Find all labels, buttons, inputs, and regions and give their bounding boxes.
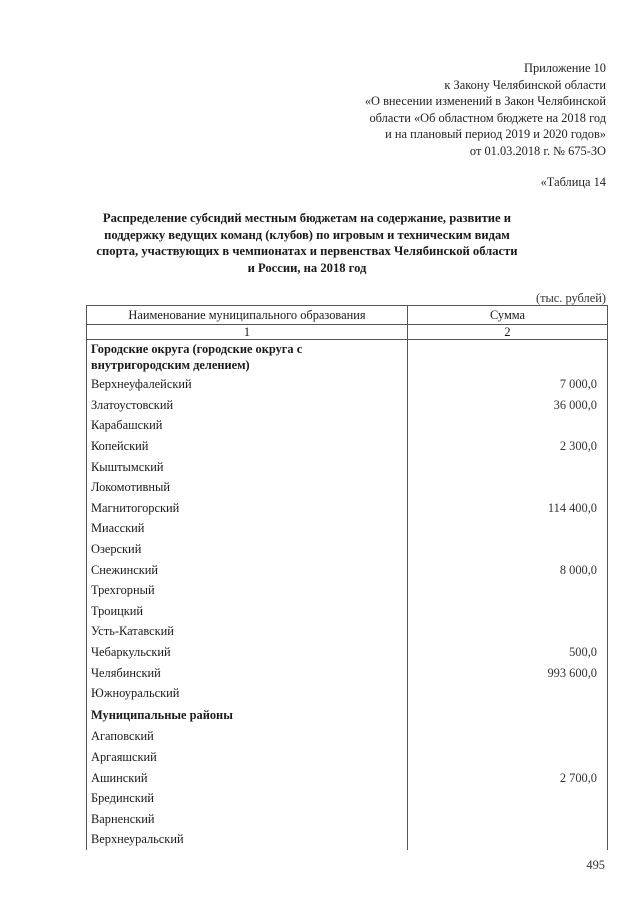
subsidy-amount: 500,0 — [408, 642, 608, 663]
table-row — [87, 747, 608, 768]
municipality-name: Агаповский — [87, 726, 408, 747]
table-row — [87, 395, 608, 416]
municipality-name: Усть-Катавский — [87, 621, 408, 642]
appendix-line: и на плановый период 2019 и 2020 годов» — [385, 127, 606, 141]
subsidy-amount — [408, 601, 608, 622]
subsidy-amount — [408, 456, 608, 477]
appendix-line: Приложение 10 — [524, 61, 606, 75]
municipality-name: Златоустовский — [87, 395, 408, 416]
table-row — [87, 580, 608, 601]
document-title: Распределение субсидий местным бюджетам на содержание, развитие и поддержку ведущих команд (клубов) по игровым и техническим видам спорта, участвующих в чемпионатах и первенствах Челябинской области и России, на 2018 год — [96, 211, 518, 275]
table-row — [87, 415, 608, 436]
table-row — [87, 621, 608, 642]
subsidy-amount — [408, 477, 608, 498]
subsidy-amount: 2 300,0 — [408, 436, 608, 457]
subsidy-amount — [408, 518, 608, 539]
subsidy-amount — [408, 704, 608, 727]
municipality-name: Кыштымский — [87, 456, 408, 477]
municipality-name: Брединский — [87, 788, 408, 809]
table-row — [87, 456, 608, 477]
municipality-name: Муниципальные районы — [87, 704, 408, 727]
municipality-name: Городские округа (городские округа с внутригородским делением) — [87, 340, 408, 375]
municipality-name: Ашинский — [87, 767, 408, 788]
municipality-name: Верхнеуральский — [87, 829, 408, 850]
table-row — [87, 601, 608, 622]
appendix-line: «О внесении изменений в Закон Челябинской — [364, 94, 606, 108]
subsidy-amount — [408, 788, 608, 809]
subsidy-amount — [408, 829, 608, 850]
subsidy-amount: 114 400,0 — [408, 498, 608, 519]
column-number-row — [87, 325, 608, 340]
column-header-name: Наименование муниципального образования — [87, 306, 408, 325]
municipality-name: Южноуральский — [87, 683, 408, 704]
table-group-row — [87, 340, 608, 375]
municipality-name: Копейский — [87, 436, 408, 457]
table-label: «Таблица 14 — [540, 175, 606, 189]
table-row — [87, 539, 608, 560]
table-body — [87, 325, 608, 850]
subsidy-amount: 7 000,0 — [408, 374, 608, 395]
municipality-name: Снежинский — [87, 559, 408, 580]
subsidy-amount: 2 700,0 — [408, 767, 608, 788]
municipality-name: Челябинский — [87, 662, 408, 683]
municipality-name: Троицкий — [87, 601, 408, 622]
subsidy-amount — [408, 683, 608, 704]
appendix-line: области «Об областном бюджете на 2018 год — [369, 110, 606, 125]
subsidies-table — [86, 305, 608, 850]
municipality-name: Чебаркульский — [87, 642, 408, 663]
table-row — [87, 559, 608, 580]
subsidy-amount: 993 600,0 — [408, 662, 608, 683]
table-row — [87, 829, 608, 850]
subsidy-amount — [408, 415, 608, 436]
municipality-name: Верхнеуфалейский — [87, 374, 408, 395]
table-row — [87, 436, 608, 457]
column-header-sum: Сумма — [408, 306, 608, 325]
table-header-row — [87, 306, 608, 325]
municipality-name: Варненский — [87, 808, 408, 829]
subsidy-amount — [408, 340, 608, 375]
table-row — [87, 683, 608, 704]
appendix-header — [365, 60, 606, 159]
table-row — [87, 726, 608, 747]
table-row — [87, 374, 608, 395]
municipality-name: Миасский — [87, 518, 408, 539]
table-row — [87, 767, 608, 788]
column-number: 2 — [408, 325, 608, 340]
subsidy-amount — [408, 808, 608, 829]
table-row — [87, 518, 608, 539]
municipality-name: Карабашский — [87, 415, 408, 436]
table-row — [87, 808, 608, 829]
table-group-row — [87, 704, 608, 727]
subsidy-amount — [408, 580, 608, 601]
subsidy-amount — [408, 747, 608, 768]
page-number: 495 — [586, 858, 605, 872]
appendix-line: к Закону Челябинской области — [444, 77, 606, 92]
municipality-name: Аргаяшский — [87, 747, 408, 768]
table-row — [87, 788, 608, 809]
appendix-line: от 01.03.2018 г. № 675-ЗО — [469, 143, 606, 158]
table-row — [87, 662, 608, 683]
municipality-name: Озерский — [87, 539, 408, 560]
table-row — [87, 498, 608, 519]
subsidy-amount — [408, 726, 608, 747]
municipality-name: Локомотивный — [87, 477, 408, 498]
municipality-name: Трехгорный — [87, 580, 408, 601]
units-label: (тыс. рублей) — [535, 291, 606, 305]
subsidy-amount — [408, 539, 608, 560]
subsidy-amount — [408, 621, 608, 642]
subsidy-amount: 36 000,0 — [408, 395, 608, 416]
table-row — [87, 477, 608, 498]
municipality-name: Магнитогорский — [87, 498, 408, 519]
table-row — [87, 642, 608, 663]
subsidy-amount: 8 000,0 — [408, 559, 608, 580]
column-number: 1 — [87, 325, 408, 340]
